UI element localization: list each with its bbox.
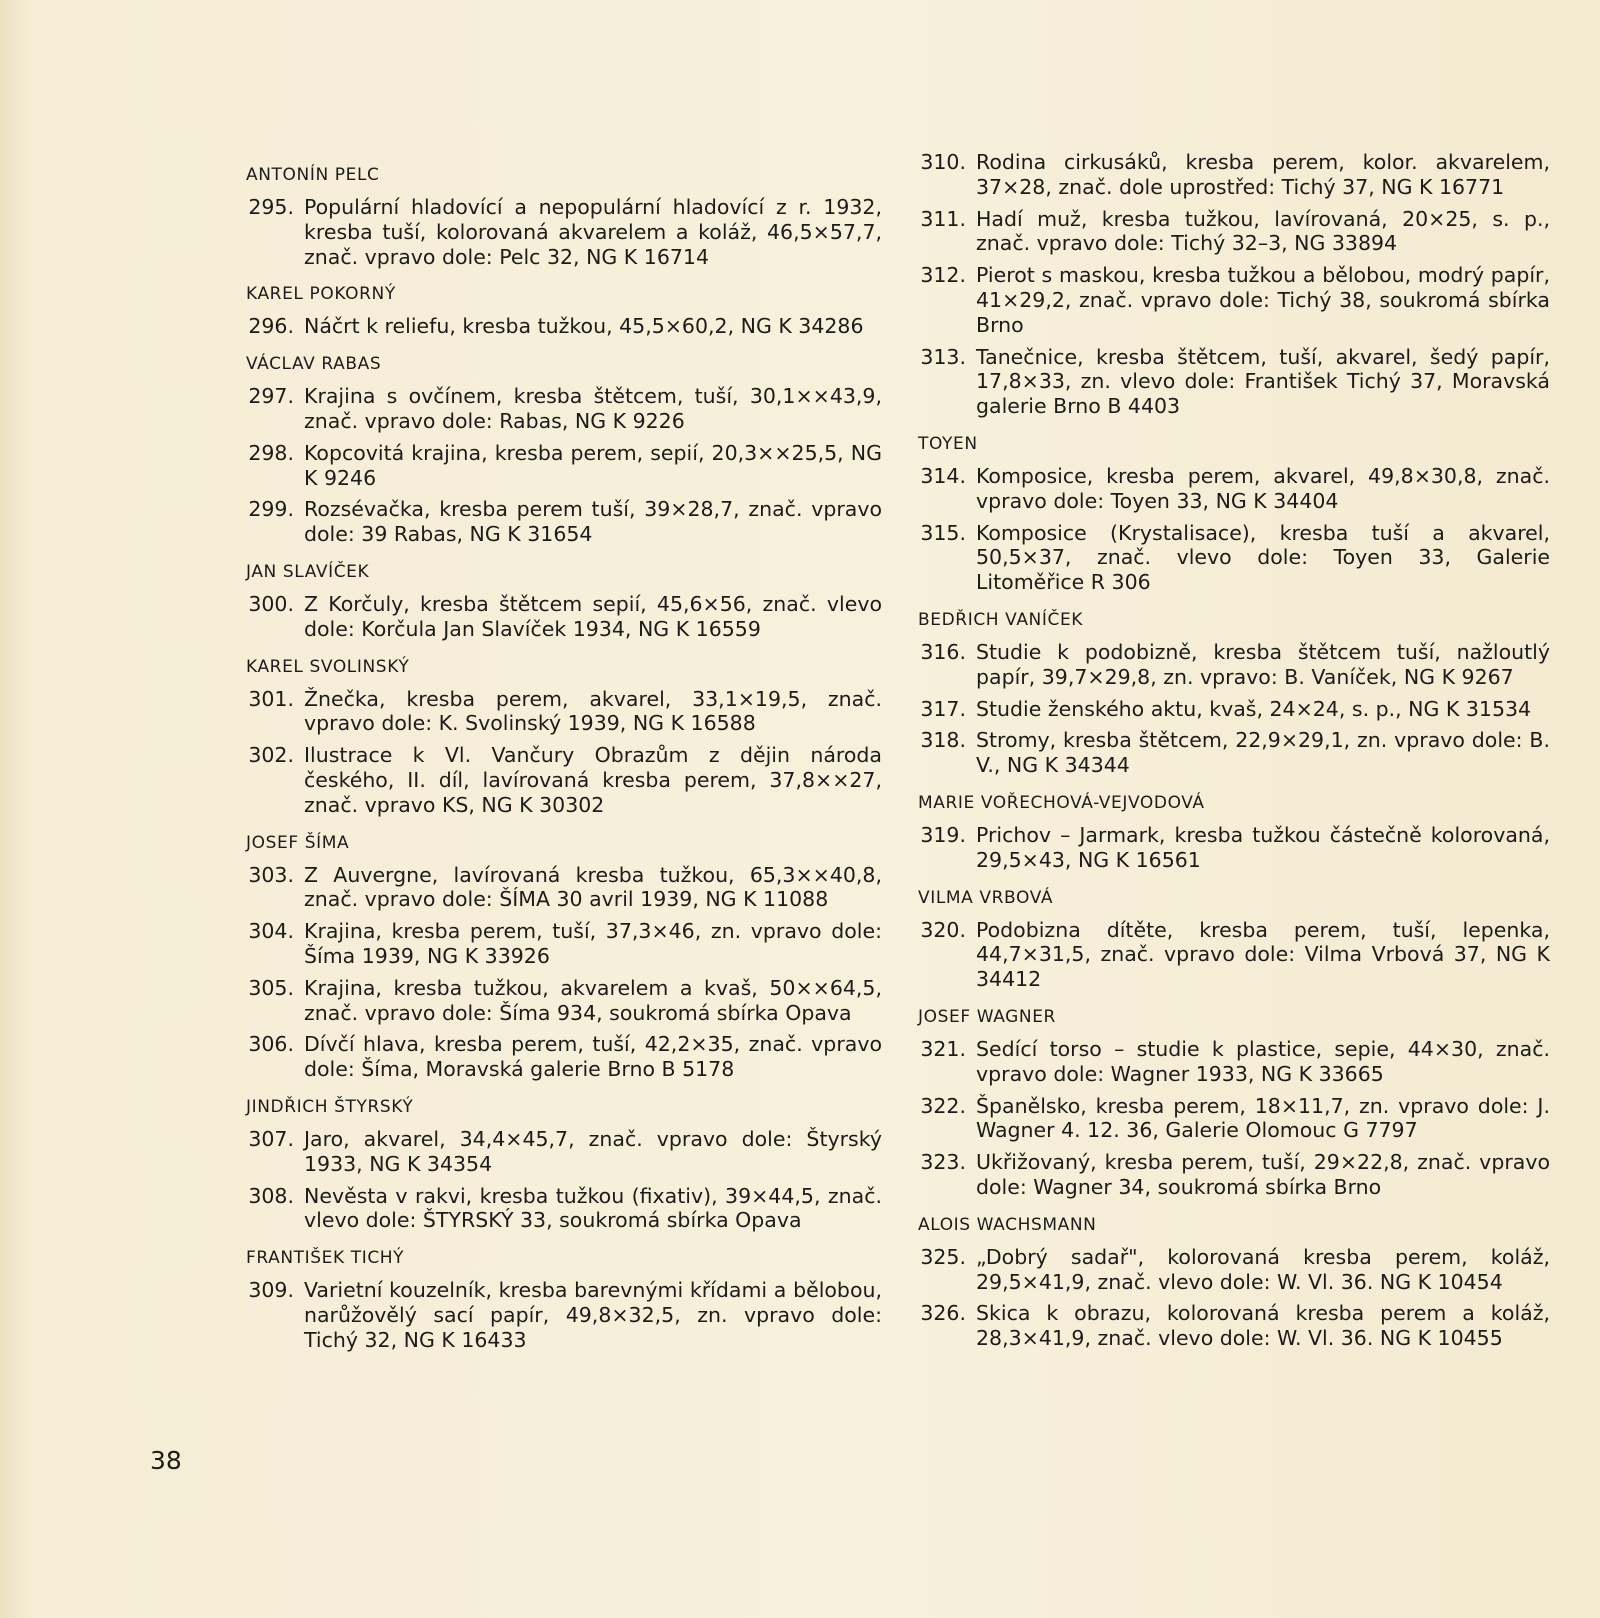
- artist-section: [918, 609, 1550, 778]
- catalog-entry: [246, 592, 882, 642]
- entry-number: 307 .: [246, 1127, 304, 1177]
- artist-section: [246, 164, 882, 269]
- entry-number: 306 .: [246, 1032, 304, 1082]
- artist-heading: VILMA VRBOVÁ: [918, 887, 1054, 908]
- catalog-entry: [918, 918, 1550, 992]
- artist-heading: JOSEF ŠÍMA: [246, 832, 350, 853]
- entry-number: 309 .: [246, 1278, 304, 1352]
- entry-number: 303 .: [246, 863, 304, 913]
- entry-text: Sedící torso – studie k plastice, sepie, 44×30, znač. vpravo dole: Wagner 1933, NG K 33665: [976, 1036, 1550, 1086]
- entry-number: 311 .: [918, 207, 976, 257]
- entry-text: Tanečnice, kresba štětcem, tuší, akvarel, šedý papír, 17,8×33, zn. vlevo dole: František Tichý 37, Moravská galerie Brno B 4403: [976, 344, 1550, 419]
- catalog-entry: [246, 687, 882, 737]
- entry-text: „Dobrý sadař", kolorovaná kresba perem, koláž, 29,5×41,9, znač. vlevo dole: W. Vl. 36. NG K 10454: [976, 1244, 1550, 1294]
- catalog-entry: [918, 640, 1550, 690]
- artist-section: [246, 561, 882, 642]
- artist-section: [918, 433, 1550, 595]
- entry-number: 320 .: [918, 918, 976, 992]
- artist-heading: VÁCLAV RABAS: [246, 354, 382, 375]
- entry-text: Krajina s ovčínem, kresba štětcem, tuší, 30,1××43,9, znač. vpravo dole: Rabas, NG K 9226: [304, 384, 882, 433]
- entry-number: 323 .: [918, 1150, 976, 1200]
- left-column: [246, 150, 882, 1360]
- entry-number: 310 .: [918, 150, 976, 200]
- catalog-entry: [918, 1094, 1550, 1144]
- artist-heading: BEDŘICH VANÍČEK: [918, 609, 1084, 630]
- entry-number: 315 .: [918, 521, 976, 595]
- entry-number: 321 .: [918, 1037, 976, 1087]
- catalog-entry: [246, 919, 882, 969]
- entry-number: 299 .: [246, 497, 304, 547]
- artist-section: [246, 832, 882, 1082]
- entry-text: Nevěsta v rakvi, kresba tužkou (fixativ), 39×44,5, znač. vlevo dole: ŠTYRSKÝ 33, soukromá sbírka Opava: [304, 1183, 882, 1233]
- entry-text: Komposice, kresba perem, akvarel, 49,8×30,8, znač. vpravo dole: Toyen 33, NG K 34404: [976, 463, 1550, 513]
- entry-number: 298 .: [246, 441, 304, 491]
- artist-heading: MARIE VOŘECHOVÁ-VEJVODOVÁ: [918, 792, 1205, 813]
- entry-text: Krajina, kresba perem, tuší, 37,3×46, zn. vpravo dole: Šíma 1939, NG K 33926: [304, 919, 882, 968]
- artist-section: [246, 656, 882, 818]
- catalog-entry: [918, 207, 1550, 257]
- catalog-entry: [246, 1127, 882, 1177]
- catalog-entry: [246, 1278, 882, 1352]
- catalog-entry: [918, 1245, 1550, 1295]
- catalog-entry: [246, 1184, 882, 1234]
- entry-number: 308 .: [246, 1184, 304, 1234]
- catalog-entry: [918, 728, 1550, 778]
- entry-text: Podobizna dítěte, kresba perem, tuší, lepenka, 44,7×31,5, znač. vpravo dole: Vilma Vrbová 37, NG K 34412: [976, 917, 1550, 992]
- artist-heading: JAN SLAVÍČEK: [246, 561, 370, 582]
- entry-text: Krajina, kresba tužkou, akvarelem a kvaš, 50××64,5, znač. vpravo dole: Šíma 934, soukromá sbírka Opava: [304, 975, 882, 1025]
- artist-heading: ALOIS WACHSMANN: [918, 1214, 1097, 1235]
- catalog-entry: [246, 314, 882, 339]
- catalog-entry: [918, 263, 1550, 337]
- entry-text: Španělsko, kresba perem, 18×11,7, zn. vpravo dole: J. Wagner 4. 12. 36, Galerie Olomouc G 7797: [976, 1093, 1550, 1143]
- entry-text: Ukřižovaný, kresba perem, tuší, 29×22,8, znač. vpravo dole: Wagner 34, soukromá sbírka Brno: [976, 1150, 1550, 1199]
- entry-text: Varietní kouzelník, kresba barevnými křídami a bělobou, narůžovělý sací papír, 49,8×32,5, zn. vpravo dole: Tichý 32, NG K 16433: [304, 1278, 882, 1352]
- entry-text: Komposice (Krystalisace), kresba tuší a akvarel, 50,5×37, znač. vlevo dole: Toyen 33, Galerie Litoměřice R 306: [976, 520, 1550, 595]
- entry-number: 295 .: [246, 195, 304, 269]
- artist-section: [918, 792, 1550, 873]
- catalog-entry: [918, 823, 1550, 873]
- artist-heading: FRANTIŠEK TICHÝ: [246, 1248, 405, 1269]
- entry-number: 312 .: [918, 263, 976, 337]
- entry-number: 318 .: [918, 728, 976, 778]
- entry-text: Studie k podobizně, kresba štětcem tuší, nažloutlý papír, 39,7×29,8, zn. vpravo: B. Vaníček, NG K 9267: [976, 639, 1550, 689]
- entry-text: Rozsévačka, kresba perem tuší, 39×28,7, znač. vpravo dole: 39 Rabas, NG K 31654: [304, 497, 882, 547]
- artist-heading: KAREL SVOLINSKÝ: [246, 656, 410, 677]
- entry-number: 296 .: [246, 314, 304, 339]
- entry-number: 314 .: [918, 464, 976, 514]
- catalog-entry: [246, 441, 882, 491]
- entry-number: 326 .: [918, 1301, 976, 1351]
- catalog-entry: [246, 976, 882, 1026]
- entry-text: Populární hladovící a nepopulární hladovící z r. 1932, kresba tuší, kolorovaná akvarelem a koláž, 46,5×57,7, znač. vpravo dole: Pelc 32, NG K 16714: [304, 195, 882, 269]
- entry-number: 300 .: [246, 592, 304, 642]
- entry-text: Hadí muž, kresba tužkou, lavírovaná, 20×25, s. p., znač. vpravo dole: Tichý 32–3, NG 33894: [976, 206, 1550, 256]
- entry-text: Žnečka, kresba perem, akvarel, 33,1×19,5, znač. vpravo dole: K. Svolinský 1939, NG K 16588: [304, 686, 882, 736]
- entry-text: Kopcovitá krajina, kresba perem, sepií, 20,3××25,5, NG K 9246: [304, 440, 882, 490]
- catalog-entry: [246, 743, 882, 817]
- entry-number: 302 .: [246, 743, 304, 817]
- entry-number: 322 .: [918, 1094, 976, 1144]
- catalog-entry: [246, 384, 882, 434]
- entry-number: 297 .: [246, 384, 304, 434]
- entry-number: 319 .: [918, 823, 976, 873]
- catalog-entry: [918, 1301, 1550, 1351]
- catalog-entry: [246, 1032, 882, 1082]
- entry-number: 316 .: [918, 640, 976, 690]
- entry-text: Stromy, kresba štětcem, 22,9×29,1, zn. vpravo dole: B. V., NG K 34344: [976, 728, 1550, 778]
- entry-text: Z Korčuly, kresba štětcem sepií, 45,6×56, znač. vlevo dole: Korčula Jan Slavíček 1934, NG K 16559: [304, 591, 882, 641]
- catalog-entry: [246, 195, 882, 269]
- artist-section: [918, 150, 1550, 419]
- entry-number: 301 .: [246, 687, 304, 737]
- artist-heading: KAREL POKORNÝ: [246, 284, 396, 305]
- catalog-entry: [918, 697, 1550, 722]
- entry-text: Skica k obrazu, kolorovaná kresba perem a koláž, 28,3×41,9, znač. vlevo dole: W. Vl. 36. NG K 10455: [976, 1301, 1550, 1351]
- artist-section: [246, 1247, 882, 1352]
- catalog-entry: [246, 497, 882, 547]
- artist-heading: JINDŘICH ŠTYRSKÝ: [246, 1096, 414, 1117]
- artist-heading: TOYEN: [918, 433, 978, 454]
- entry-text: Z Auvergne, lavírovaná kresba tužkou, 65,3××40,8, znač. vpravo dole: ŠÍMA 30 avril 1939, NG K 11088: [304, 862, 882, 912]
- artist-section: [246, 1096, 882, 1233]
- page-number: 38: [150, 1446, 182, 1475]
- artist-heading: ANTONÍN PELC: [246, 165, 380, 185]
- entry-number: 305 .: [246, 976, 304, 1026]
- catalog-entry: [918, 464, 1550, 514]
- catalog-entry: [918, 1150, 1550, 1200]
- catalog-entry: [918, 1037, 1550, 1087]
- entry-text: Ilustrace k Vl. Vančury Obrazům z dějin národa českého, II. díl, lavírovaná kresba perem, 37,8××27, znač. vpravo KS, NG K 30302: [304, 743, 882, 817]
- entry-text: Studie ženského aktu, kvaš, 24×24, s. p., NG K 31534: [976, 696, 1532, 721]
- catalog-entry: [918, 150, 1550, 200]
- entry-number: 325 .: [918, 1245, 976, 1295]
- entry-text: Prichov – Jarmark, kresba tužkou částečně kolorovaná, 29,5×43, NG K 16561: [976, 822, 1550, 872]
- artist-heading: JOSEF WAGNER: [918, 1006, 1056, 1027]
- entry-text: Pierot s maskou, kresba tužkou a bělobou, modrý papír, 41×29,2, znač. vpravo dole: Tichý 38, soukromá sbírka Brno: [976, 263, 1550, 337]
- catalog-entry: [918, 345, 1550, 419]
- entry-number: 317 .: [918, 697, 976, 722]
- entry-text: Jaro, akvarel, 34,4×45,7, znač. vpravo dole: Štyrský 1933, NG K 34354: [304, 1126, 882, 1176]
- entry-text: Rodina cirkusáků, kresba perem, kolor. akvarelem, 37×28, znač. dole uprostřed: Tichý 37, NG K 16771: [976, 150, 1550, 199]
- artist-section: [918, 887, 1550, 992]
- right-column: [918, 150, 1550, 1358]
- entry-text: Dívčí hlava, kresba perem, tuší, 42,2×35, znač. vpravo dole: Šíma, Moravská galerie Brno B 5178: [304, 1032, 882, 1082]
- artist-section: [918, 1006, 1550, 1200]
- entry-number: 313 .: [918, 345, 976, 419]
- entry-text: Náčrt k reliefu, kresba tužkou, 45,5×60,2, NG K 34286: [304, 314, 864, 339]
- catalog-entry: [918, 521, 1550, 595]
- artist-section: [246, 283, 882, 339]
- catalog-entry: [246, 863, 882, 913]
- artist-section: [918, 1214, 1550, 1351]
- entry-number: 304 .: [246, 919, 304, 969]
- artist-section: [246, 353, 882, 547]
